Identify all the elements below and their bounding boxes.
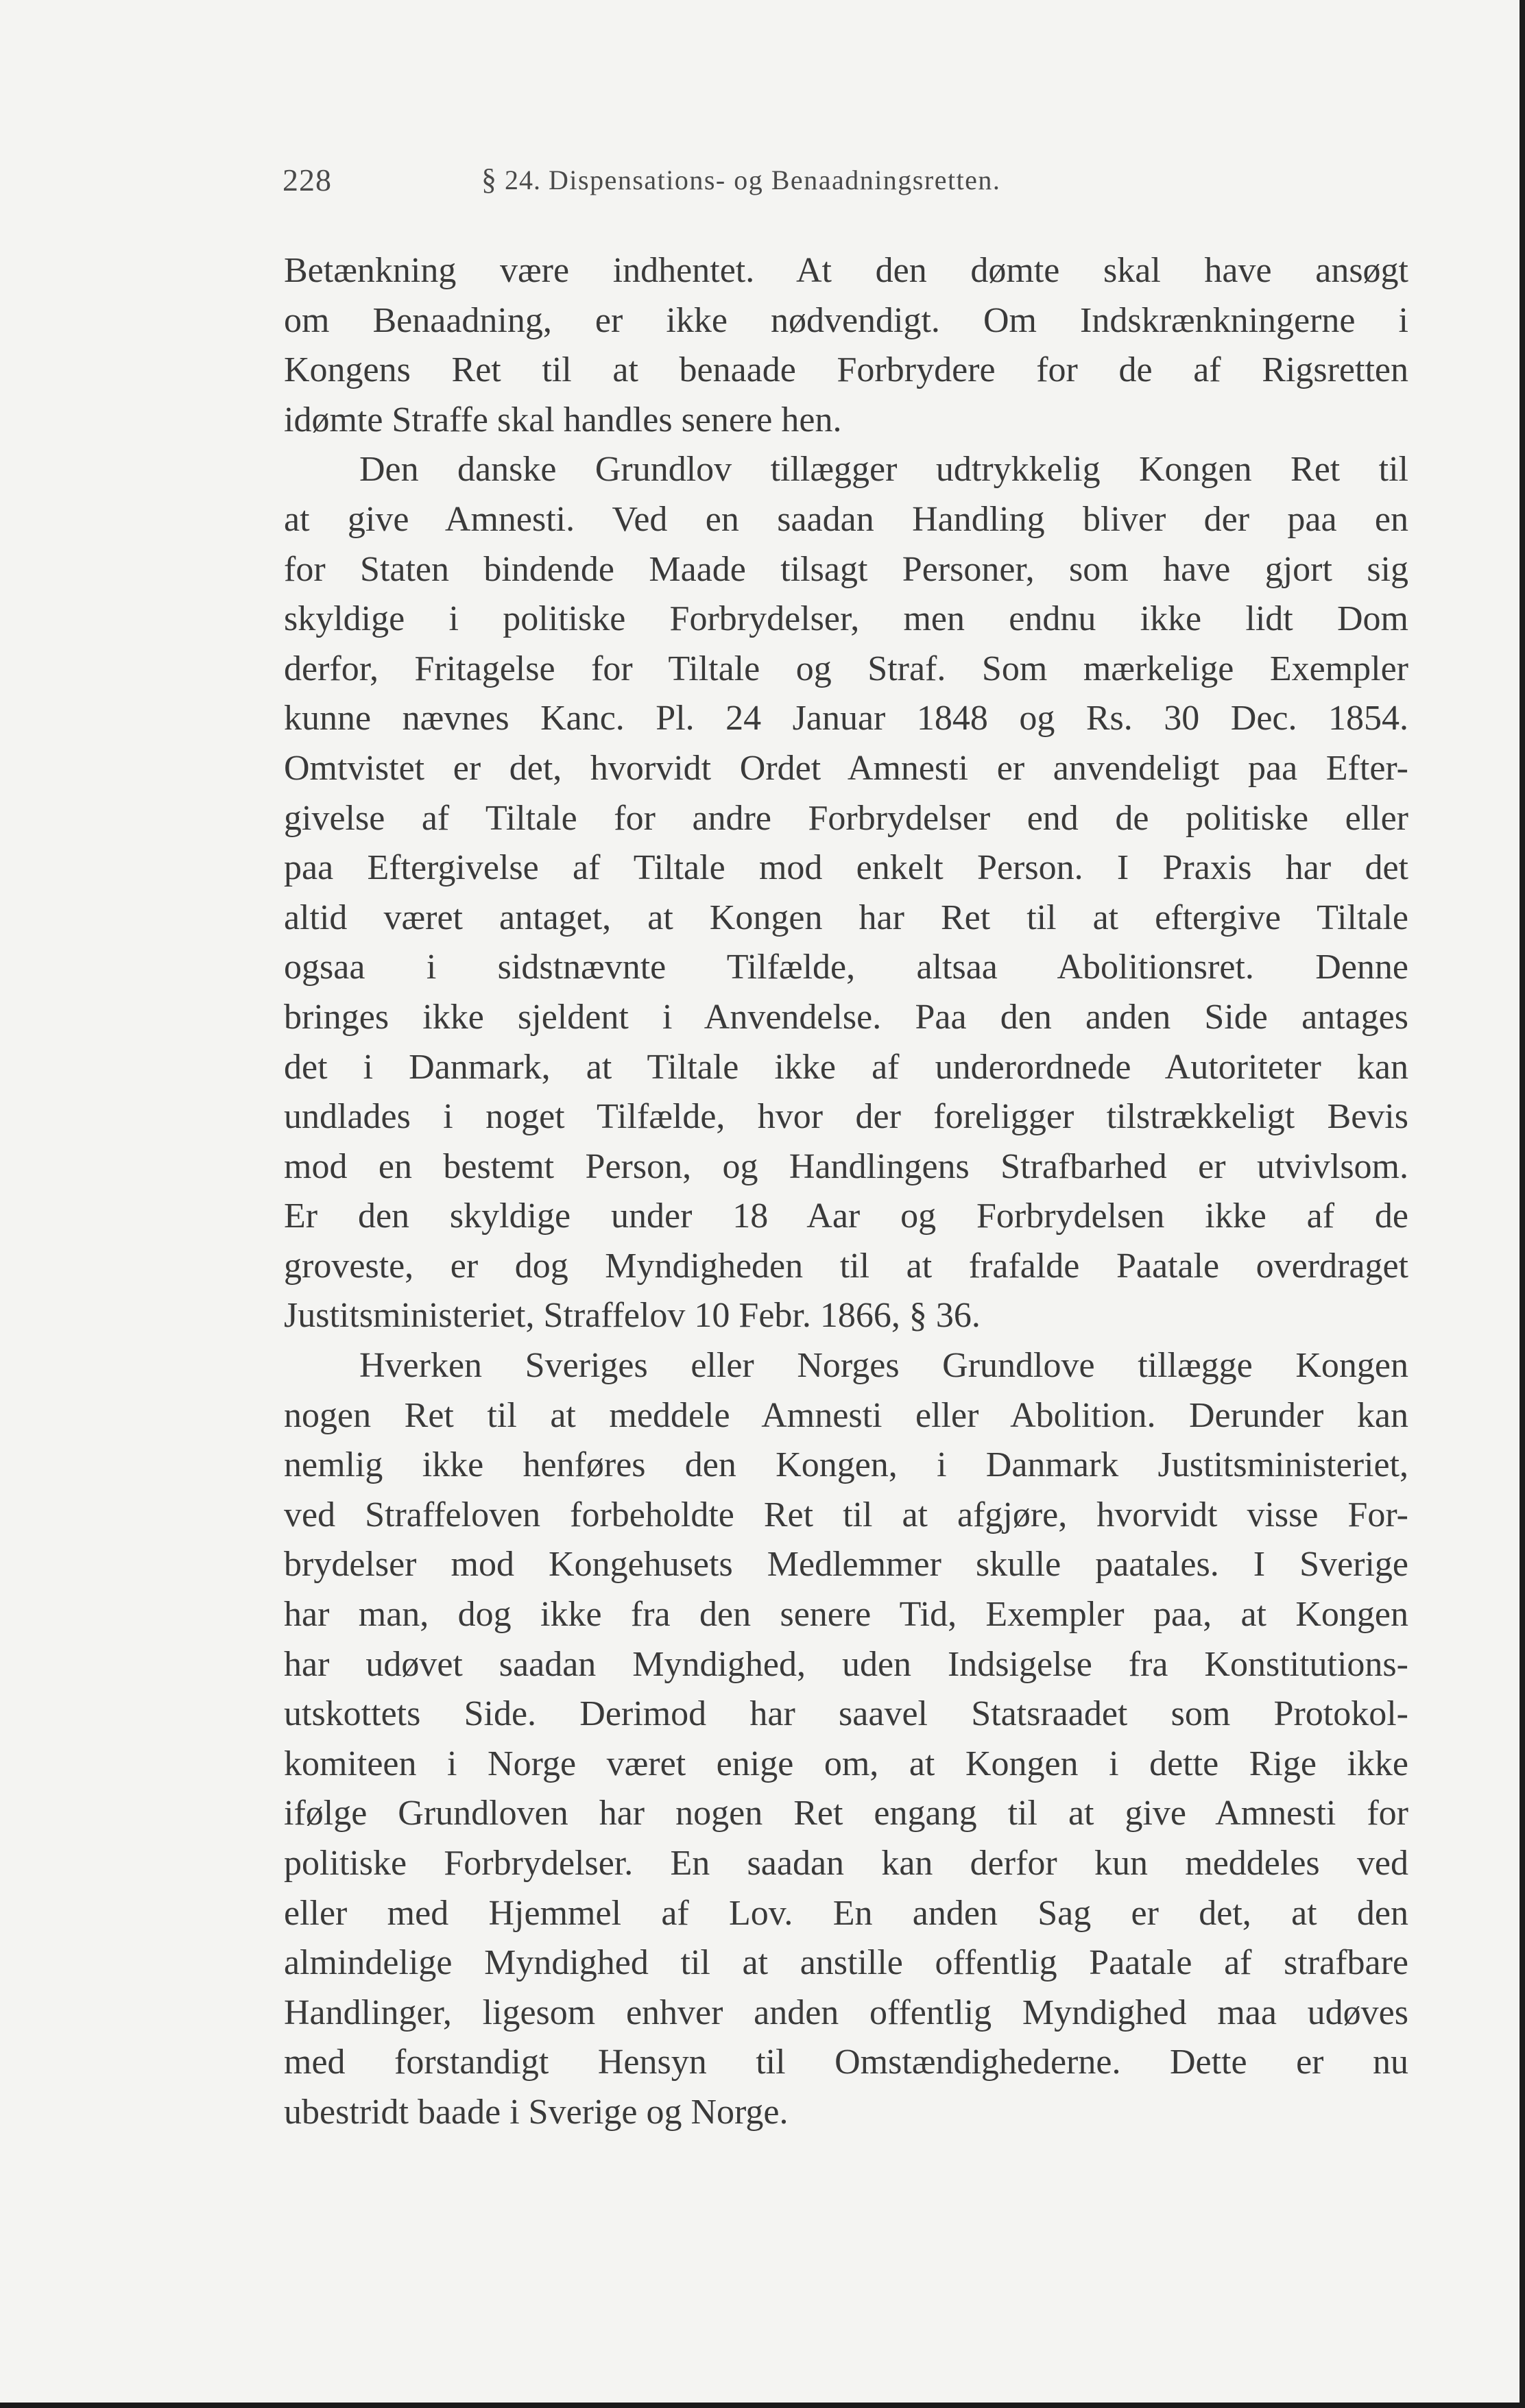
text-line: Kongens Ret til at benaade Forbrydere for de af Rigsretten (284, 350, 1408, 390)
section-heading (481, 162, 1000, 197)
section-sign: § (481, 162, 497, 196)
text-line: ved Straffeloven forbeholdte Ret til at afgjøre, hvorvidt visse For- (284, 1495, 1408, 1534)
body-text (284, 246, 1408, 2138)
text-line: Er den skyldige under 18 Aar og Forbrydelsen ikke af de (284, 1196, 1408, 1236)
text-line: Justitsministeriet, Straffelov 10 Febr. 1866, § 36. (284, 1296, 981, 1336)
scan-border-right (1520, 0, 1525, 2408)
section-number: 24. (505, 165, 541, 195)
text-line: Betænkning være indhentet. At den dømte skal have ansøgt (284, 251, 1408, 290)
text-line: nemlig ikke henføres den Kongen, i Danmark Justitsministeriet, (284, 1445, 1408, 1485)
text-line: derfor, Fritagelse for Tiltale og Straf. Som mærkelige Exempler (284, 649, 1408, 688)
text-line: Handlinger, ligesom enhver anden offentlig Myndighed maa udøves (284, 1992, 1408, 2032)
text-line: bringes ikke sjeldent i Anvendelse. Paa den anden Side antages (284, 997, 1408, 1037)
text-line: altid været antaget, at Kongen har Ret til at eftergive Tiltale (284, 898, 1408, 937)
text-line: Omtvistet er det, hvorvidt Ordet Amnesti er anvendeligt paa Efter- (284, 748, 1408, 788)
text-line: undlades i noget Tilfælde, hvor der foreligger tilstrækkeligt Bevis (284, 1097, 1408, 1137)
text-line: groveste, er dog Myndigheden til at frafalde Paatale overdraget (284, 1246, 1408, 1286)
paragraph-start-line: Hverken Sveriges eller Norges Grundlove tillægge Kongen (359, 1346, 1408, 1386)
scan-border-bottom (0, 2403, 1525, 2408)
text-line: skyldige i politiske Forbrydelser, men endnu ikke lidt Dom (284, 599, 1408, 639)
text-line: ubestridt baade i Sverige og Norge. (284, 2092, 789, 2132)
text-line: givelse af Tiltale for andre Forbrydelser end de politiske eller (284, 798, 1408, 838)
text-line: har udøvet saadan Myndighed, uden Indsigelse fra Konstitutions- (284, 1644, 1408, 1684)
text-line: det i Danmark, at Tiltale ikke af underordnede Autoriteter kan (284, 1047, 1408, 1087)
text-line: utskottets Side. Derimod har saavel Statsraadet som Protokol- (284, 1694, 1408, 1734)
text-line: nogen Ret til at meddele Amnesti eller Abolition. Derunder kan (284, 1395, 1408, 1435)
section-title: Dispensations- og Benaadningsretten. (549, 165, 1001, 195)
paragraph-start-line: Den danske Grundlov tillægger udtrykkelig Kongen Ret til (359, 450, 1408, 490)
text-line: eller med Hjemmel af Lov. En anden Sag er det, at den (284, 1893, 1408, 1933)
running-head (283, 162, 1434, 203)
text-line: kunne nævnes Kanc. Pl. 24 Januar 1848 og Rs. 30 Dec. 1854. (284, 699, 1408, 738)
text-line: ifølge Grundloven har nogen Ret engang til at give Amnesti for (284, 1794, 1408, 1833)
text-line: for Staten bindende Maade tilsagt Personer, som have gjort sig (284, 549, 1408, 589)
text-line: om Benaadning, er ikke nødvendigt. Om Indskrænkningerne i (284, 300, 1408, 340)
text-line: komiteen i Norge været enige om, at Kongen i dette Rige ikke (284, 1744, 1408, 1783)
text-line: brydelser mod Kongehusets Medlemmer skulle paatales. I Sverige (284, 1545, 1408, 1585)
text-line: mod en bestemt Person, og Handlingens Strafbarhed er utvivlsom. (284, 1146, 1408, 1186)
text-line: har man, dog ikke fra den senere Tid, Exempler paa, at Kongen (284, 1595, 1408, 1635)
text-line: idømte Straffe skal handles senere hen. (284, 400, 842, 440)
text-line: paa Eftergivelse af Tiltale mod enkelt Person. I Praxis har det (284, 848, 1408, 888)
text-line: med forstandigt Hensyn til Omstændighederne. Dette er nu (284, 2043, 1408, 2082)
text-line: politiske Forbrydelser. En saadan kan derfor kun meddeles ved (284, 1844, 1408, 1883)
text-line: almindelige Myndighed til at anstille offentlig Paatale af strafbare (284, 1943, 1408, 1983)
text-line: ogsaa i sidstnævnte Tilfælde, altsaa Abolitionsret. Denne (284, 948, 1408, 987)
text-line: at give Amnesti. Ved en saadan Handling bliver der paa en (284, 499, 1408, 539)
page-number: 228 (283, 162, 332, 197)
